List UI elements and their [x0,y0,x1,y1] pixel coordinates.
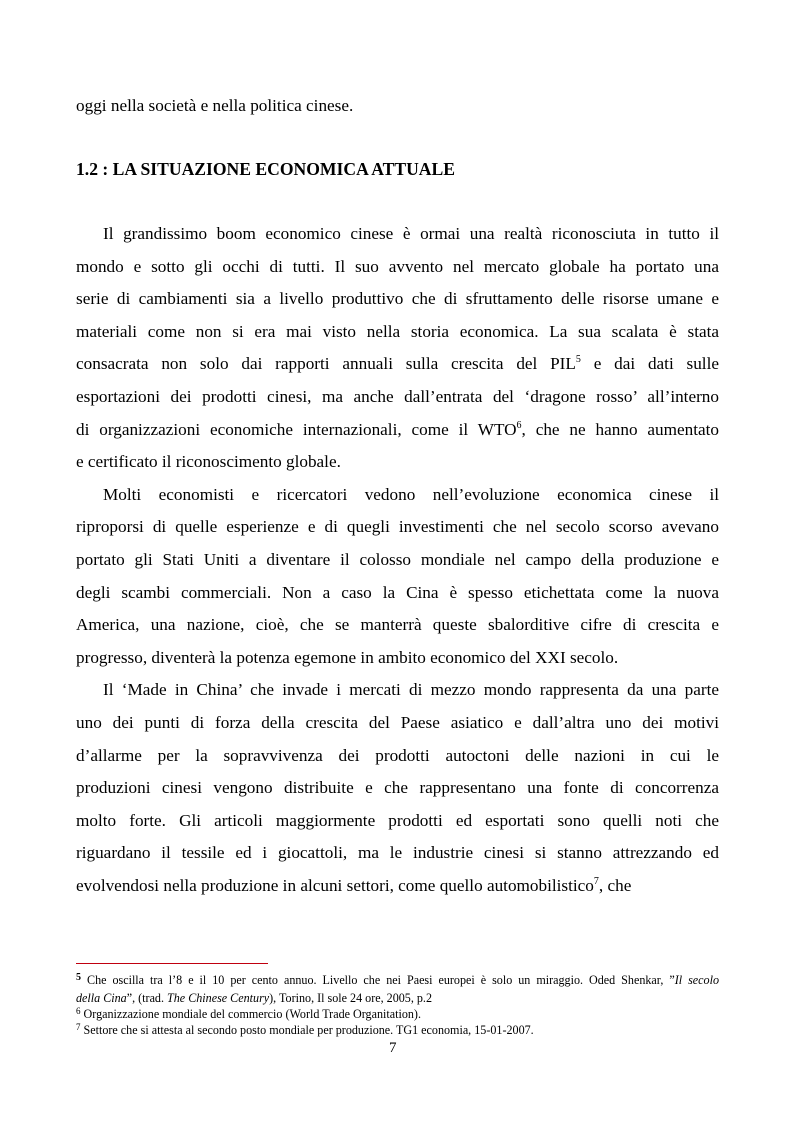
footnote-ref: 5 [575,354,581,365]
body-line-text: consacrata non solo dai rapporti annuali sulla crescita del PIL [76,354,576,373]
body-line [103,224,719,244]
body-line [76,648,719,668]
footnote-6-text: Organizzazione mondiale del commercio (World Trade Organitation). [83,1007,421,1021]
body-line [76,583,719,603]
body-line [76,420,719,440]
body-line-text: materiali come non si era mai visto nella storia economica. La sua scalata è stata [76,322,719,341]
footnote-separator [76,963,268,964]
page-number: 7 [389,1040,397,1056]
body-line [76,876,719,896]
body-line-text: mondo e sotto gli occhi di tutti. Il suo avvento nel mercato globale ha portato una [76,257,719,276]
body-line-text: molto forte. Gli articoli maggiormente prodotti ed esportati sono quelli noti che [76,811,719,830]
body-line-text: America, una nazione, cioè, che se manterrà queste sbalorditive cifre di crescita e [76,615,719,634]
body-line-text: portato gli Stati Uniti a diventare il colosso mondiale nel campo della produzione e [76,550,719,569]
body-line-text: di organizzazioni economiche internazionali, come il WTO [76,420,517,439]
footnote-7-number: 7 [76,1022,81,1032]
footnote-5-title-cont: della Cina [76,991,127,1005]
body-line-text-tail: e dai dati sulle [580,354,719,373]
body-line-text: d’allarme per la sopravvivenza dei prodotti autoctoni delle nazioni in cui le [76,746,719,765]
section-heading: 1.2 : LA SITUAZIONE ECONOMICA ATTUALE [76,159,455,179]
body-line-text: evolvendosi nella produzione in alcuni settori, come quello automobilistico [76,876,594,895]
footnote-5-publisher: ), Torino, Il sole 24 ore, 2005, p.2 [269,991,433,1005]
footnote-5-trad: ”, (trad. [126,991,168,1005]
body-line [76,843,719,863]
body-text-continuation: oggi nella società e nella politica cinese. [76,96,354,115]
body-line-text: e certificato il riconoscimento globale. [76,452,341,471]
body-line-text: Molti economisti e ricercatori vedono nell’evoluzione economica cinese il [103,485,719,504]
footnote-5-text: Che oscilla tra l’8 e il 10 per cento annuo. Livello che nei Paesi europei è solo un miraggio. Oded Shenkar, ” [87,973,675,987]
footnote-5-number: 5 [76,972,81,983]
footnote-7 [76,1023,719,1037]
body-line-text: progresso, diventerà la potenza egemone in ambito economico del XXI secolo. [76,648,619,667]
body-line [76,289,719,309]
body-line [103,680,719,700]
body-line [76,746,719,766]
footnote-ref: 6 [516,420,522,431]
body-line [103,485,719,505]
body-line-text: Il ‘Made in China’ che invade i mercati di mezzo mondo rappresenta da una parte [103,680,719,699]
footnote-6 [76,1007,719,1021]
body-line [76,354,719,374]
body-line [76,811,719,831]
footnote-6-number: 6 [76,1006,81,1016]
body-line-text: uno dei punti di forza della crescita del Paese asiatico e dall’altra uno dei motivi [76,713,719,732]
body-line [76,550,719,570]
body-line-text: riproporsi di quelle esperienze e di quegli investimenti che nel secolo scorso avevano [76,517,719,536]
footnote-5-title: Il secolo [674,973,719,987]
footnote-5-continuation [76,991,719,1005]
body-line [76,387,719,407]
body-line-text: riguardano il tessile ed i giocattoli, ma le industrie cinesi si stanno attrezzando ed [76,843,719,862]
footnote-5-original-title: The Chinese Century [167,991,270,1005]
body-line [76,322,719,342]
body-line [76,778,719,798]
body-line-text: degli scambi commerciali. Non a caso la Cina è spesso etichettata come la nuova [76,583,719,602]
footnote-7-text: Settore che si attesta al secondo posto mondiale per produzione. TG1 economia, 15-01-2007. [83,1023,534,1037]
body-line [76,517,719,537]
footnote-5 [76,973,719,987]
body-line [76,615,719,635]
body-line-text: serie di cambiamenti sia a livello produttivo che di sfruttamento delle risorse umane e [76,289,719,308]
body-line [76,452,719,472]
footnote-ref: 7 [593,876,599,887]
body-line-text: Il grandissimo boom economico cinese è ormai una realtà riconosciuta in tutto il [103,224,719,243]
body-line-text: produzioni cinesi vengono distribuite e che rappresentano una fonte di concorrenza [76,778,719,797]
body-line-text-tail: , che ne hanno aumentato [521,420,719,439]
body-line [76,257,719,277]
body-line [76,713,719,733]
body-line-text-tail: , che [598,876,632,895]
body-line-text: esportazioni dei prodotti cinesi, ma anche dall’entrata del ‘dragone rosso’ all’interno [76,387,719,406]
